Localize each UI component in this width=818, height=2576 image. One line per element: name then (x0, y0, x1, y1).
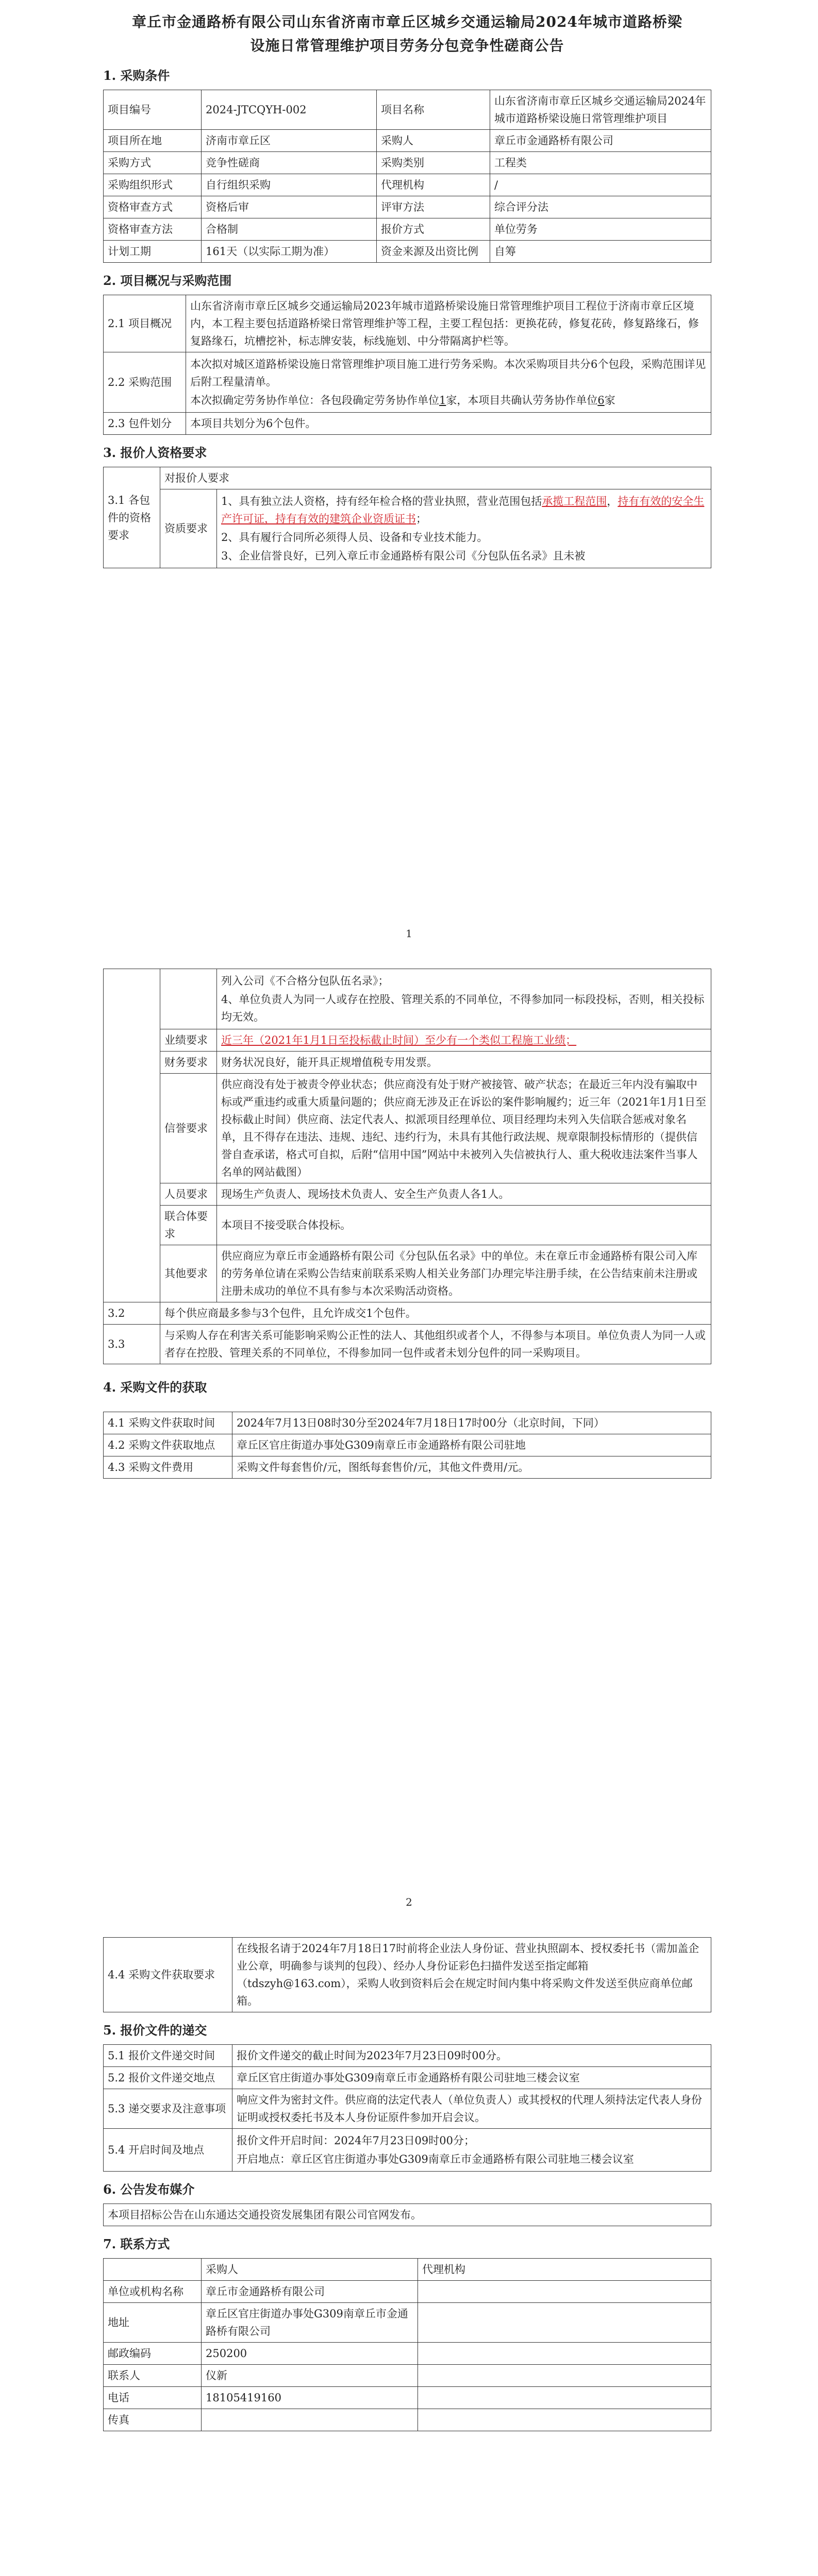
table-row (104, 1302, 711, 1325)
cell-value (232, 2129, 711, 2172)
cell-label: 人员要求 (160, 1183, 217, 1206)
cell-value (418, 2409, 711, 2431)
cell-value: 每个供应商最多参与3个包件，且允许成交1个包件。 (160, 1302, 711, 1325)
title-line-1: 章丘市金通路桥有限公司山东省济南市章丘区城乡交通运输局2024年城市道路桥梁 (132, 13, 682, 30)
table-row (104, 218, 711, 241)
cell-value: 资格后审 (202, 196, 377, 218)
cell-label: 资金来源及出资比例 (377, 241, 490, 263)
table-row (104, 196, 711, 218)
cell-value (418, 2365, 711, 2387)
cell-value: 自行组织采购 (202, 174, 377, 196)
cell-label: 其他要求 (160, 1245, 217, 1302)
cell-value: 竞争性磋商 (202, 152, 377, 174)
cell-label: 4.1 采购文件获取时间 (104, 1412, 232, 1434)
cell-value: 章丘区官庄街道办事处G309南章丘市金通路桥有限公司驻地三楼会议室 (232, 2067, 711, 2089)
total-units: 6 (597, 394, 605, 406)
cell-value: 财务状况良好，能开具正规增值税专用发票。 (217, 1052, 711, 1074)
table-row (104, 1412, 711, 1434)
cell-value: 本项目招标公告在山东通达交通投资发展集团有限公司官网发布。 (104, 2204, 711, 2226)
cell-value (418, 2303, 711, 2343)
cell-value (217, 969, 711, 1029)
table-row (104, 241, 711, 263)
cell-label: 信誉要求 (160, 1074, 217, 1183)
table-row (104, 295, 711, 352)
cell-value: 章丘区官庄街道办事处G309南章丘市金通路桥有限公司驻地 (232, 1434, 711, 1456)
scope-units-c: 家 (604, 394, 615, 406)
page-3 (103, 1937, 711, 2431)
cell-label: 2.2 采购范围 (104, 352, 186, 413)
title-line-2: 设施日常管理维护项目劳务分包竞争性磋商公告 (250, 37, 564, 54)
cell-label: 采购组织形式 (104, 174, 202, 196)
qual-item-1 (221, 493, 707, 528)
cell-value: 供应商应为章丘市金通路桥有限公司《分包队伍名录》中的单位。未在章丘市金通路桥有限公司入库的劳务单位请在采购公告结束前联系采购人相关业务部门办理完毕注册手续，在公告结束前未注册或注册未成功的单位不具有参与本次采购活动资格。 (217, 1245, 711, 1302)
cell-value: 章丘市金通路桥有限公司 (202, 2281, 418, 2303)
table-row (104, 2129, 711, 2172)
table-row (104, 2387, 711, 2409)
cell-value: 现场生产负责人、现场技术负责人、安全生产负责人各1人。 (217, 1183, 711, 1206)
scope-text: 本次拟对城区道路桥梁设施日常管理维护项目施工进行劳务采购。本次采购项目共分6个包段，采购范围详见后附工程量清单。 (190, 358, 706, 388)
cell-label: 采购方式 (104, 152, 202, 174)
section-heading-5: 5. 报价文件的递交 (103, 2023, 207, 2038)
cell-value: 本项目共划分为6个包件。 (186, 413, 711, 435)
cell-value (418, 2343, 711, 2365)
cell-label: 传真 (104, 2409, 202, 2431)
cell-value: 与采购人存在利害关系可能影响采购公正性的法人、其他组织或者个人，不得参与本项目。单位负责人为同一人或者存在控股、管理关系的不同单位，不得参加同一包件或者未划分包件的同一采购项目。 (160, 1325, 711, 1364)
table-row (104, 1052, 711, 1074)
units-per-package: 1 (439, 394, 446, 406)
cell-value: 山东省济南市章丘区城乡交通运输局2024年城市道路桥梁设施日常管理维护项目 (490, 90, 711, 130)
table-row (104, 1456, 711, 1479)
table-row (104, 1029, 711, 1052)
qual-item-3-cont: 列入公司《不合格分包队伍名录》； (221, 975, 389, 987)
table-row (104, 1325, 711, 1364)
cell-value: 本项目不接受联合体投标。 (217, 1206, 711, 1245)
cell-value (217, 489, 711, 568)
cell-label: 对报价人要求 (160, 467, 711, 489)
table-row (104, 2259, 711, 2281)
cell-value: 自筹 (490, 241, 711, 263)
section-heading-1: 1. 采购条件 (103, 68, 170, 83)
cell-value: 仪新 (202, 2365, 418, 2387)
cell-label: 3.2 (104, 1302, 160, 1325)
cell-label: 计划工期 (104, 241, 202, 263)
cell-value: 章丘区官庄街道办事处G309南章丘市金通路桥有限公司 (202, 2303, 418, 2343)
cell-label: 3.3 (104, 1325, 160, 1364)
cell-value: 合格制 (202, 218, 377, 241)
page-1 (103, 10, 711, 568)
cell-value: 在线报名请于2024年7月18日17时前将企业法人身份证、营业执照副本、授权委托书（需加盖企业公章，明确参与谈判的包段）、经办人身份证彩色扫描件发送至指定邮箱（tdszyh@163.com），采购人收到资料后会在规定时间内集中将采购文件发送至供应商单位邮箱。 (232, 1938, 711, 2012)
procurement-conditions-table (103, 90, 711, 263)
cell-label: 5.1 报价文件递交时间 (104, 2045, 232, 2067)
table-row (104, 2089, 711, 2129)
contact-table (103, 2258, 711, 2431)
submission-table (103, 2044, 711, 2172)
table-row (104, 130, 711, 152)
table-row (104, 2409, 711, 2431)
qual-1b: 承揽工程范围 (542, 495, 607, 507)
cell-label (104, 2259, 202, 2281)
cell-value (186, 352, 711, 413)
cell-value: 工程类 (490, 152, 711, 174)
cell-label: 地址 (104, 2303, 202, 2343)
cell-value (418, 2387, 711, 2409)
section-heading-7: 7. 联系方式 (103, 2236, 170, 2251)
cell-label: 电话 (104, 2387, 202, 2409)
section-heading-2: 2. 项目概况与采购范围 (103, 273, 232, 288)
cell-label: 资格审查方法 (104, 218, 202, 241)
qual-item-4: 4、单位负责人为同一人或存在控股、管理关系的不同单位，不得参加同一标段投标，否则，相关投标均无效。 (221, 993, 705, 1023)
cell-label: 评审方法 (377, 196, 490, 218)
table-row (104, 2303, 711, 2343)
cell-label: 4.2 采购文件获取地点 (104, 1434, 232, 1456)
page-2 (103, 969, 711, 1479)
scope-units (190, 392, 707, 409)
table-row (104, 90, 711, 130)
cell-label: 报价方式 (377, 218, 490, 241)
cell-label: 4.3 采购文件费用 (104, 1456, 232, 1479)
qual-1e: ； (416, 513, 427, 525)
qual-1d: 持有有效的安全生产许可证，持有有效的建筑企业资质证书 (221, 495, 705, 525)
section-heading-6: 6. 公告发布媒介 (103, 2182, 195, 2197)
project-overview-table (103, 295, 711, 435)
document-acquisition-table-cont (103, 1937, 711, 2012)
cell-label: 5.4 开启时间及地点 (104, 2129, 232, 2172)
cell-value: 章丘市金通路桥有限公司 (490, 130, 711, 152)
cell-label: 3.1 各包件的资格要求 (104, 467, 160, 568)
table-row (104, 2365, 711, 2387)
cell-value (202, 2409, 418, 2431)
cell-label: 项目所在地 (104, 130, 202, 152)
table-row (104, 2067, 711, 2089)
table-row (104, 467, 711, 489)
page-number-2: 2 (406, 1896, 412, 1908)
cell-value: 近三年（2021年1月1日至投标截止时间）至少有一个类似工程施工业绩； (217, 1029, 711, 1052)
cell-value: 响应文件为密封文件。供应商的法定代表人（单位负责人）或其授权的代理人须持法定代表人身份证明或授权委托书及本人身份证原件参加开启会议。 (232, 2089, 711, 2129)
cell-value: 济南市章丘区 (202, 130, 377, 152)
cell-label: 业绩要求 (160, 1029, 217, 1052)
cell-value (418, 2281, 711, 2303)
scope-units-a: 本次拟确定劳务协作单位：各包段确定劳务协作单位 (190, 394, 439, 406)
cell-label (104, 969, 160, 1302)
table-row (104, 1183, 711, 1206)
cell-value: 报价文件递交的截止时间为2023年7月23日09时00分。 (232, 2045, 711, 2067)
table-row (104, 489, 711, 568)
cell-label: 采购类别 (377, 152, 490, 174)
column-header: 采购人 (202, 2259, 418, 2281)
opening-place: 开启地点：章丘区官庄街道办事处G309南章丘市金通路桥有限公司驻地三楼会议室 (237, 2153, 634, 2165)
cell-label: 5.3 递交要求及注意事项 (104, 2089, 232, 2129)
cell-label: 邮政编码 (104, 2343, 202, 2365)
cell-value: 单位劳务 (490, 218, 711, 241)
document-title (103, 10, 711, 58)
cell-value: 山东省济南市章丘区城乡交通运输局2023年城市道路桥梁设施日常管理维护项目工程位于济南市章丘区境内，本工程主要包括道路桥梁日常管理维护等工程，主要工程包括：更换花砖，修复花砖，修复路缘石，修复路缘石，坑槽挖补，标志牌安装，标线施划、中分带隔离护栏等。 (186, 295, 711, 352)
section-heading-3: 3. 报价人资格要求 (103, 445, 207, 460)
qual-item-3: 3、企业信誉良好，已列入章丘市金通路桥有限公司《分包队伍名录》且未被 (221, 550, 586, 562)
table-row (104, 2281, 711, 2303)
cell-label: 代理机构 (377, 174, 490, 196)
table-row (104, 1074, 711, 1183)
document-acquisition-table (103, 1412, 711, 1479)
cell-label: 资格审查方式 (104, 196, 202, 218)
cell-value: 综合评分法 (490, 196, 711, 218)
cell-label: 2.3 包件划分 (104, 413, 186, 435)
page-number-1: 1 (406, 927, 412, 940)
cell-value: / (490, 174, 711, 196)
cell-label: 5.2 报价文件递交地点 (104, 2067, 232, 2089)
cell-value: 161天（以实际工期为准） (202, 241, 377, 263)
table-row (104, 352, 711, 413)
cell-value: 2024-JTCQYH-002 (202, 90, 377, 130)
table-row (104, 1938, 711, 2012)
column-header: 代理机构 (418, 2259, 711, 2281)
cell-label: 2.1 项目概况 (104, 295, 186, 352)
qual-1c: ， (607, 495, 618, 507)
opening-time: 报价文件开启时间：2024年7月23日09时00分； (237, 2134, 475, 2147)
table-row (104, 969, 711, 1029)
qual-item-2: 2、具有履行合同所必须得人员、设备和专业技术能力。 (221, 531, 488, 544)
cell-label: 项目名称 (377, 90, 490, 130)
table-row (104, 2343, 711, 2365)
cell-label: 联系人 (104, 2365, 202, 2387)
table-row (104, 413, 711, 435)
cell-value: 供应商没有处于被责令停业状态；供应商没有处于财产被接管、破产状态；在最近三年内没有骗取中标或严重违约或重大质量问题的；供应商无涉及正在诉讼的案件影响履约；近三年（2021年1月1日至投标截止时间）供应商、法定代表人、拟派项目经理单位、项目经理均未列入失信联合惩戒对象名单，且不得存在违法、违规、违纪、违约行为，未具有其他行政法规、规章限制投标情形的（提供信誉自查承诺，格式可自拟，后附“信用中国”网站中未被列入失信被执行人、重大税收违法案件当事人名单的网站截图） (217, 1074, 711, 1183)
cell-label: 4.4 采购文件获取要求 (104, 1938, 232, 2012)
table-row (104, 152, 711, 174)
table-row (104, 1245, 711, 1302)
cell-label: 联合体要求 (160, 1206, 217, 1245)
table-row (104, 2045, 711, 2067)
cell-value: 2024年7月13日08时30分至2024年7月18日17时00分（北京时间，下同） (232, 1412, 711, 1434)
section-heading-4: 4. 采购文件的获取 (103, 1380, 207, 1395)
cell-value: 18105419160 (202, 2387, 418, 2409)
cell-label (160, 969, 217, 1029)
table-row (104, 2204, 711, 2226)
qualification-table-part1 (103, 467, 711, 568)
scope-units-b: 家，本项目共确认劳务协作单位 (446, 394, 598, 406)
cell-label: 财务要求 (160, 1052, 217, 1074)
table-row (104, 174, 711, 196)
cell-label: 项目编号 (104, 90, 202, 130)
table-row (104, 1206, 711, 1245)
cell-label: 资质要求 (160, 489, 217, 568)
qual-1a: 1、具有独立法人资格，持有经年检合格的营业执照，营业范围包括 (221, 495, 542, 507)
cell-value: 采购文件每套售价/元，图纸每套售价/元，其他文件费用/元。 (232, 1456, 711, 1479)
media-table (103, 2204, 711, 2226)
cell-label: 单位或机构名称 (104, 2281, 202, 2303)
cell-label: 采购人 (377, 130, 490, 152)
table-row (104, 1434, 711, 1456)
qualification-table-part2 (103, 969, 711, 1364)
cell-value: 250200 (202, 2343, 418, 2365)
